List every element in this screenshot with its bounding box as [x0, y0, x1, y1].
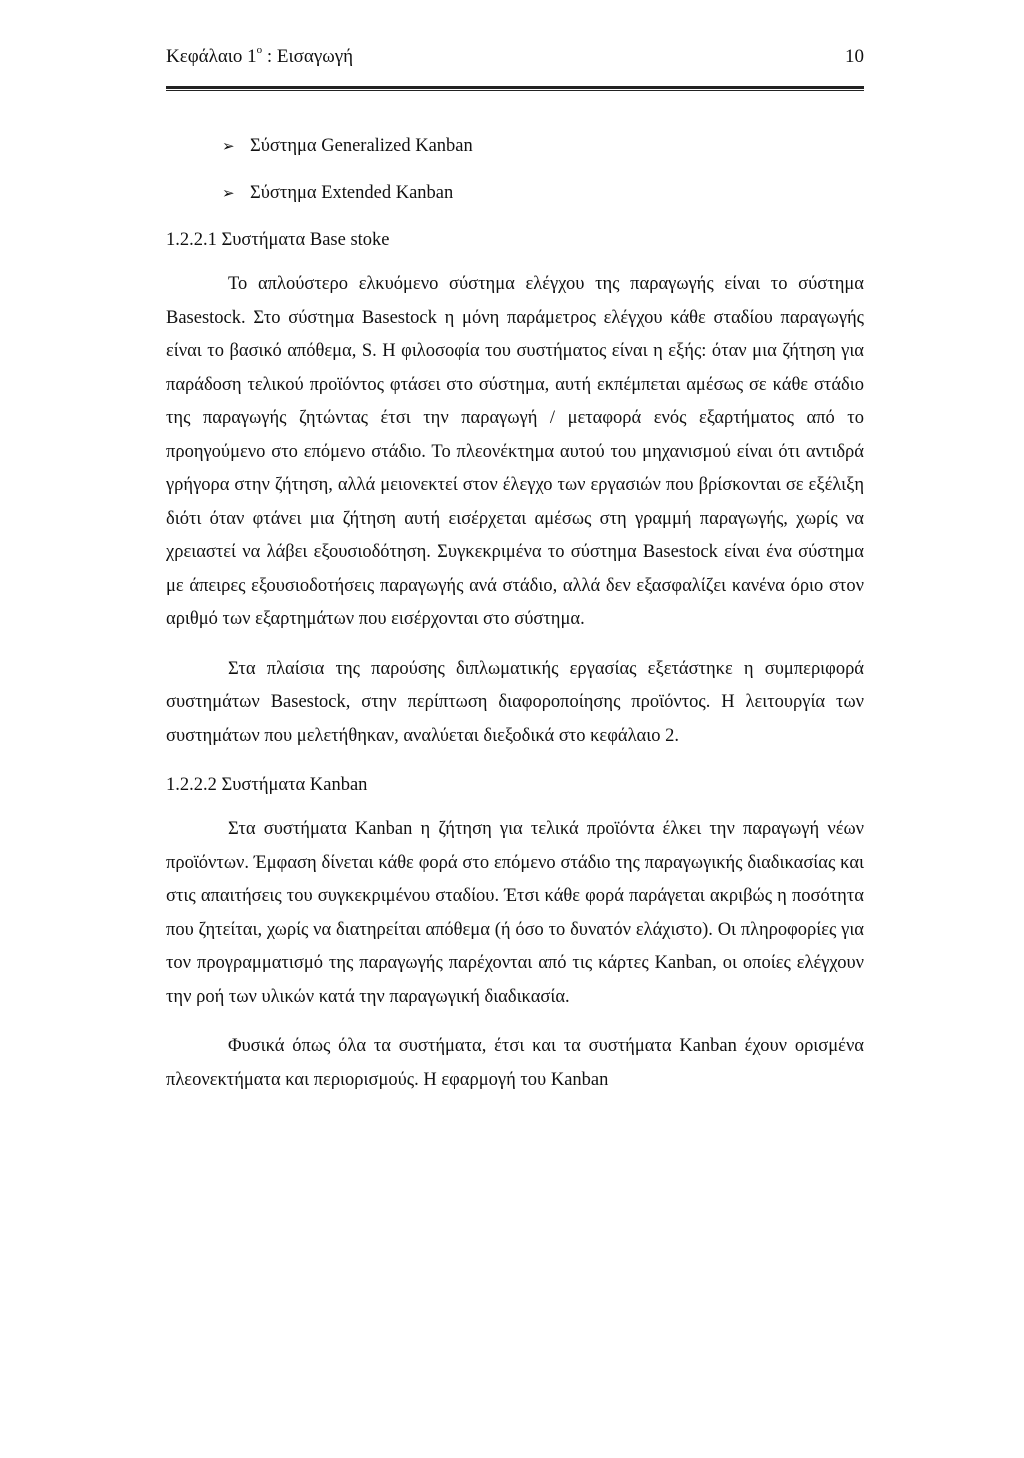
list-item-text: Σύστημα Generalized Kanban	[250, 136, 473, 156]
section-heading-base-stock: 1.2.2.1 Συστήματα Base stoke	[166, 230, 390, 250]
paragraph: Στα πλαίσια της παρούσης διπλωματικής εργασίας εξετάστηκε η συμπεριφορά συστημάτων Basestock, στην περίπτωση διαφοροποίησης προϊόντος. Η λειτουργία των συστημάτων που μελετήθηκαν, αναλύεται διεξοδικά στο κεφάλαιο 2.	[166, 658, 864, 746]
paragraph: Το απλούστερο ελκυόμενο σύστημα ελέγχου της παραγωγής είναι το σύστημα Basestock. Στο σύστημα Basestock η μόνη παράμετρος ελέγχου κάθε σταδίου παραγωγής είναι το βασικό απόθεμα, S. Η φιλοσοφία του συστήματος είναι η εξής: όταν μια ζήτηση για παράδοση τελικού προϊόντος φτάσει στο σύστημα, αυτή εκπέμπεται αμέσως σε κάθε στάδιο της παραγωγής ζητώντας έτσι την παραγωγή / μεταφορά ενός εξαρτήματος από το προηγούμενο στο επόμενο στάδιο. Το πλεονέκτημα αυτού του μηχανισμού είναι ότι αντιδρά γρήγορα στην ζήτηση, αλλά μειονεκτεί στον έλεγχο των εργασιών που βρίσκονται σε εξέλιξη διότι όταν φτάνει μια ζήτηση αυτή εισέρχεται αμέσως στη γραμμή παραγωγής, χωρίς να χρειαστεί να λάβει εξουσιοδότηση. Συγκεκριμένα το σύστημα Basestock είναι ένα σύστημα με άπειρες εξουσιοδοτήσεις παραγωγής ανά στάδιο, αλλά δεν εξασφαλίζει κανένα όριο στον αριθμό των εξαρτημάτων που εισέρχονται στο σύστημα.	[166, 274, 864, 629]
list-item-text: Σύστημα Extended Kanban	[250, 183, 454, 203]
page-body	[166, 130, 864, 1113]
chapter-prefix: Κεφάλαιο 1	[166, 46, 257, 67]
list-item	[222, 177, 864, 224]
section-heading-kanban: 1.2.2.2 Συστήματα Kanban	[166, 775, 368, 795]
arrow-bullet-icon: ➢	[222, 137, 235, 155]
paragraph: Στα συστήματα Kanban η ζήτηση για τελικά προϊόντα έλκει την παραγωγή νέων προϊόντων. Έμφαση δίνεται κάθε φορά στο επόμενο στάδιο της παραγωγικής διαδικασίας και στις απαιτήσεις του συγκεκριμένου σταδίου. Έτσι κάθε φορά παράγεται ακριβώς η ποσότητα που ζητείται, χωρίς να διατηρείται απόθεμα (ή όσο το δυνατόν ελάχιστο). Οι πληροφορίες για τον προγραμματισμό της παραγωγής παρέχονται από τις κάρτες Kanban, οι οποίες ελέγχουν την ροή των υλικών κατά την παραγωγική διαδικασία.	[166, 819, 864, 1007]
paragraph: Φυσικά όπως όλα τα συστήματα, έτσι και τα συστήματα Kanban έχουν ορισμένα πλεονεκτήματα και περιορισμούς. Η εφαρμογή του Kanban	[166, 1036, 864, 1090]
arrow-bullet-icon: ➢	[222, 184, 235, 202]
chapter-superscript: ο	[256, 44, 263, 56]
chapter-suffix: : Εισαγωγή	[262, 46, 354, 67]
header-rule	[166, 86, 864, 91]
page-number: 10	[845, 46, 864, 67]
bullet-list	[222, 130, 864, 224]
chapter-title	[166, 46, 353, 68]
page-header	[166, 46, 864, 76]
list-item	[222, 130, 864, 177]
